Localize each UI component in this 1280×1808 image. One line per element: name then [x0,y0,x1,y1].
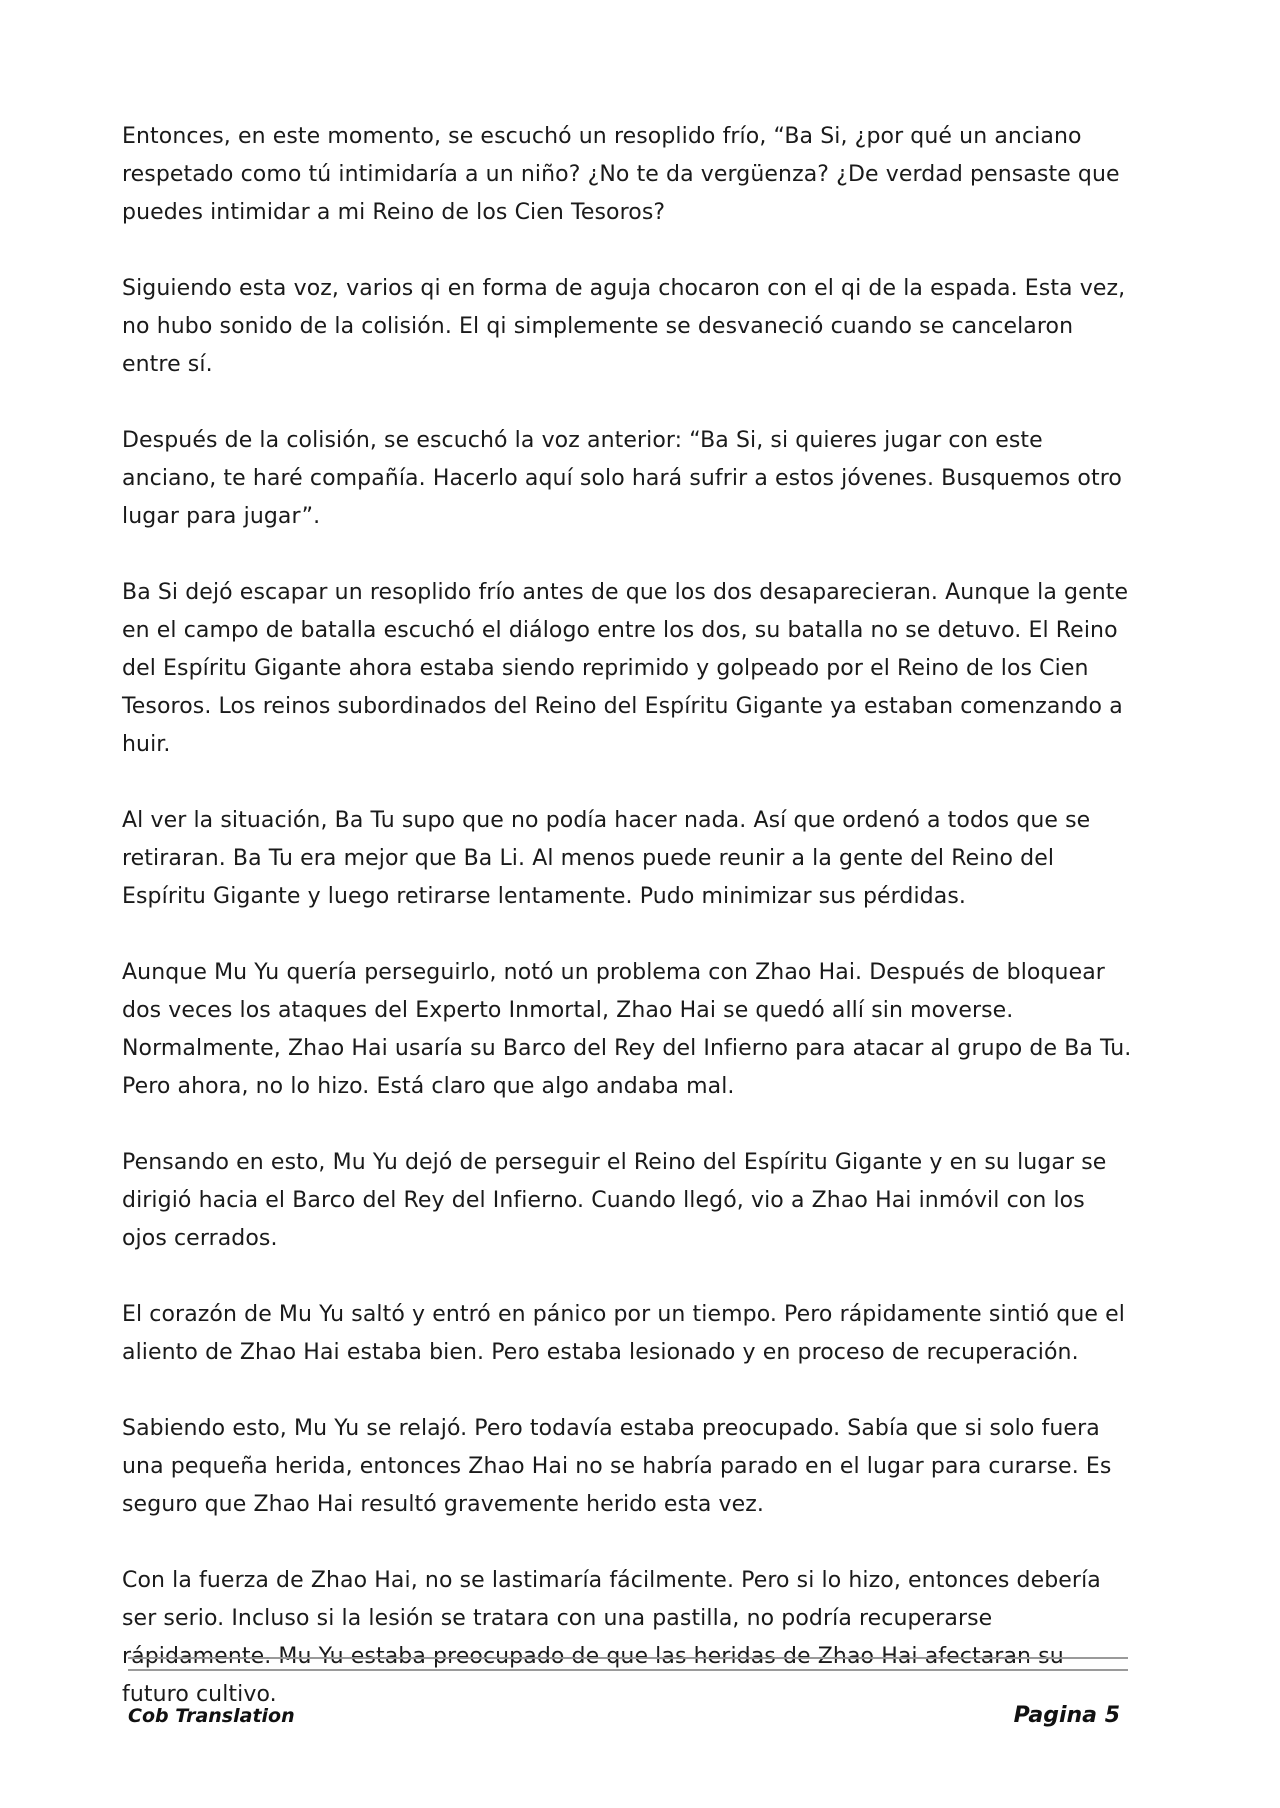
body-text [122,118,1134,1752]
paragraph: Entonces, en este momento, se escuchó un resoplido frío, “Ba Si, ¿por qué un anciano respetado como tú intimidaría a un niño? ¿No te da vergüenza? ¿De verdad pensaste que puedes intimidar a mi Reino de los Cien Tesoros? [122,124,1120,225]
footer-rule-top [128,1657,1128,1659]
paragraph: Siguiendo esta voz, varios qi en forma de aguja chocaron con el qi de la espada. Esta vez, no hubo sonido de la colisión. El qi simplemente se desvaneció cuando se cancelaron entre sí. [122,276,1126,377]
paragraph: Sabiendo esto, Mu Yu se relajó. Pero todavía estaba preocupado. Sabía que si solo fuera una pequeña herida, entonces Zhao Hai no se habría parado en el lugar para curarse. Es seguro que Zhao Hai resultó gravemente herido esta vez. [122,1416,1112,1517]
paragraph: Con la fuerza de Zhao Hai, no se lastimaría fácilmente. Pero si lo hizo, entonces debería ser serio. Incluso si la lesión se tratara con una pastilla, no podría recuperarse rápidamente. Mu Yu estaba preocupado de que las heridas de Zhao Hai afectaran su futuro cultivo. [122,1568,1101,1707]
paragraph: Aunque Mu Yu quería perseguirlo, notó un problema con Zhao Hai. Después de bloquear dos veces los ataques del Experto Inmortal, Zhao Hai se quedó allí sin moverse. Normalmente, Zhao Hai usaría su Barco del Rey del Infierno para atacar al grupo de Ba Tu. Pero ahora, no lo hizo. Está claro que algo andaba mal. [122,960,1132,1099]
footer-divider [128,1657,1128,1671]
footer-translator-credit: Cob Translation [128,1705,295,1727]
footer-page-number: Pagina 5 [1013,1703,1120,1728]
paragraph: Pensando en esto, Mu Yu dejó de perseguir el Reino del Espíritu Gigante y en su lugar se dirigió hacia el Barco del Rey del Infierno. Cuando llegó, vio a Zhao Hai inmóvil con los ojos cerrados. [122,1150,1107,1251]
paragraph: Después de la colisión, se escuchó la voz anterior: “Ba Si, si quieres jugar con este anciano, te haré compañía. Hacerlo aquí solo hará sufrir a estos jóvenes. Busquemos otro lugar para jugar”. [122,428,1122,529]
paragraph: El corazón de Mu Yu saltó y entró en pánico por un tiempo. Pero rápidamente sintió que el aliento de Zhao Hai estaba bien. Pero estaba lesionado y en proceso de recuperación. [122,1302,1125,1365]
footer-rule-bottom [128,1669,1128,1671]
paragraph: Al ver la situación, Ba Tu supo que no podía hacer nada. Así que ordenó a todos que se retiraran. Ba Tu era mejor que Ba Li. Al menos puede reunir a la gente del Reino del Espíritu Gigante y luego retirarse lentamente. Pudo minimizar sus pérdidas. [122,808,1091,909]
paragraph: Ba Si dejó escapar un resoplido frío antes de que los dos desaparecieran. Aunque la gente en el campo de batalla escuchó el diálogo entre los dos, su batalla no se detuvo. El Reino del Espíritu Gigante ahora estaba siendo reprimido y golpeado por el Reino de los Cien Tesoros. Los reinos subordinados del Reino del Espíritu Gigante ya estaban comenzando a huir. [122,580,1129,757]
